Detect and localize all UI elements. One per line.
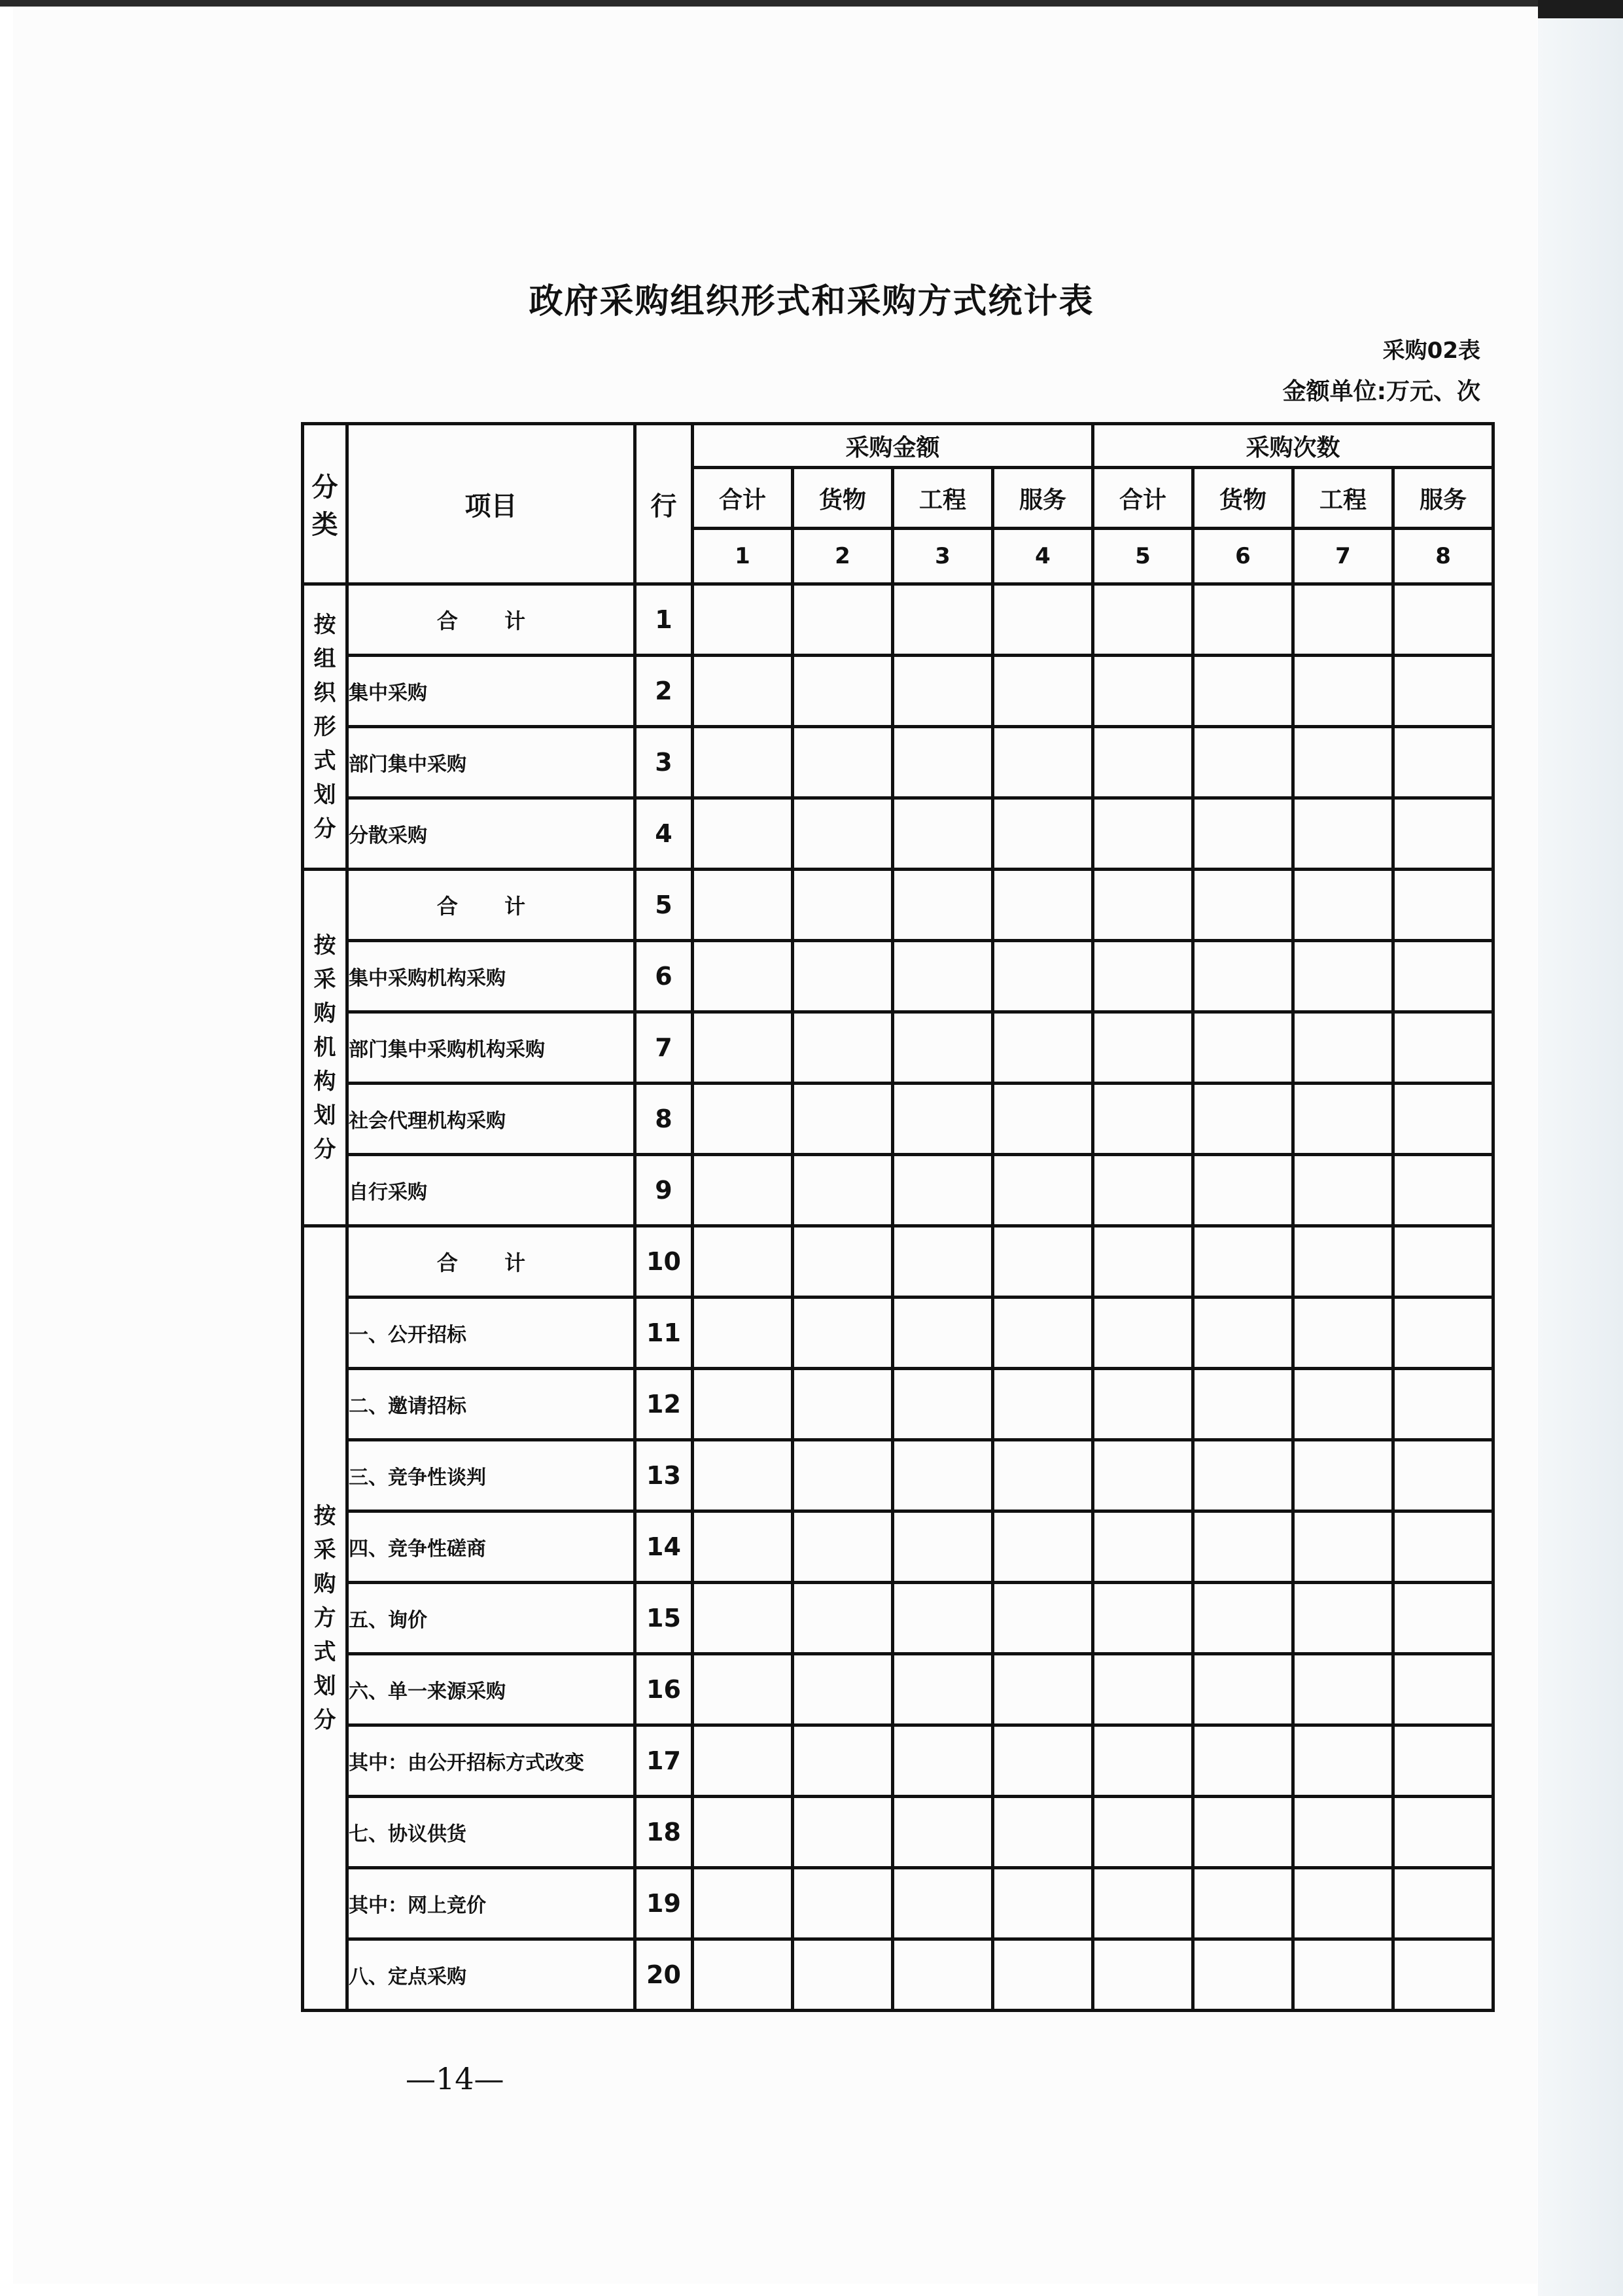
value-cell — [693, 870, 793, 941]
value-cell — [1093, 1226, 1193, 1298]
value-cell — [1093, 656, 1193, 727]
item-label: 三、竞争性谈判 — [347, 1440, 635, 1511]
table-row — [303, 1440, 1493, 1511]
value-cell — [1293, 1654, 1393, 1725]
item-label: 分散采购 — [347, 798, 635, 870]
value-cell — [893, 798, 993, 870]
column-number: 4 — [993, 529, 1093, 584]
value-cell — [1393, 1868, 1493, 1939]
value-cell — [1193, 1226, 1293, 1298]
value-cell — [1193, 1939, 1293, 2011]
row-number: 12 — [635, 1369, 693, 1440]
value-cell — [1193, 1725, 1293, 1797]
value-cell — [1293, 656, 1393, 727]
value-cell — [1193, 1012, 1293, 1084]
value-cell — [1393, 1084, 1493, 1155]
table-row — [303, 1868, 1493, 1939]
value-cell — [693, 1369, 793, 1440]
value-cell — [1093, 1084, 1193, 1155]
row-number: 4 — [635, 798, 693, 870]
value-cell — [1393, 1939, 1493, 2011]
value-cell — [1393, 1369, 1493, 1440]
value-cell — [793, 798, 893, 870]
value-cell — [793, 1725, 893, 1797]
value-cell — [793, 1654, 893, 1725]
value-cell — [1293, 941, 1393, 1012]
table-row — [303, 1226, 1493, 1298]
unit-note: 金额单位:万元、次 — [1282, 378, 1480, 405]
item-label: 集中采购 — [347, 656, 635, 727]
column-header: 服务 — [1393, 468, 1493, 529]
category-label: 按采购机构划分 — [303, 870, 347, 1226]
item-header: 项目 — [347, 424, 635, 584]
value-cell — [693, 656, 793, 727]
item-label: 部门集中采购 — [347, 727, 635, 798]
value-cell — [993, 1654, 1093, 1725]
value-cell — [1193, 798, 1293, 870]
value-cell — [693, 584, 793, 656]
value-cell — [1393, 584, 1493, 656]
value-cell — [1293, 1440, 1393, 1511]
value-cell — [793, 941, 893, 1012]
table-row — [303, 870, 1493, 941]
item-label: 八、定点采购 — [347, 1939, 635, 2011]
value-cell — [793, 870, 893, 941]
value-cell — [1193, 1654, 1293, 1725]
value-cell — [1293, 798, 1393, 870]
value-cell — [1193, 1511, 1293, 1583]
value-cell — [893, 1868, 993, 1939]
value-cell — [893, 1939, 993, 2011]
value-cell — [993, 584, 1093, 656]
row-number: 13 — [635, 1440, 693, 1511]
value-cell — [793, 1012, 893, 1084]
value-cell — [1293, 870, 1393, 941]
value-cell — [1393, 1012, 1493, 1084]
row-number: 18 — [635, 1797, 693, 1868]
value-cell — [793, 1226, 893, 1298]
value-cell — [1293, 1298, 1393, 1369]
row-number: 1 — [635, 584, 693, 656]
value-cell — [1393, 1440, 1493, 1511]
value-cell — [893, 1012, 993, 1084]
value-cell — [793, 1298, 893, 1369]
value-cell — [893, 584, 993, 656]
table-row — [303, 1797, 1493, 1868]
value-cell — [1093, 1654, 1193, 1725]
value-cell — [893, 1369, 993, 1440]
table-header — [303, 424, 1493, 584]
count-group-header: 采购次数 — [1093, 424, 1493, 468]
column-header: 货物 — [1193, 468, 1293, 529]
row-number: 5 — [635, 870, 693, 941]
value-cell — [1293, 584, 1393, 656]
value-cell — [1193, 1868, 1293, 1939]
column-header: 工程 — [1293, 468, 1393, 529]
value-cell — [993, 941, 1093, 1012]
value-cell — [1293, 1226, 1393, 1298]
item-label: 部门集中采购机构采购 — [347, 1012, 635, 1084]
value-cell — [993, 1797, 1093, 1868]
value-cell — [1193, 727, 1293, 798]
table-row — [303, 1298, 1493, 1369]
value-cell — [893, 1084, 993, 1155]
value-cell — [1093, 584, 1193, 656]
value-cell — [993, 727, 1093, 798]
row-number: 20 — [635, 1939, 693, 2011]
scan-edge-top — [0, 0, 1623, 7]
value-cell — [993, 1226, 1093, 1298]
scan-edge-right-top — [1538, 0, 1623, 18]
value-cell — [1293, 1012, 1393, 1084]
row-number: 19 — [635, 1868, 693, 1939]
item-label: 五、询价 — [347, 1583, 635, 1654]
column-header: 货物 — [793, 468, 893, 529]
value-cell — [1093, 1725, 1193, 1797]
row-number: 14 — [635, 1511, 693, 1583]
table-row — [303, 584, 1493, 656]
value-cell — [793, 1084, 893, 1155]
value-cell — [993, 1511, 1093, 1583]
value-cell — [1193, 1155, 1293, 1226]
row-number: 8 — [635, 1084, 693, 1155]
value-cell — [793, 1797, 893, 1868]
column-header: 合计 — [693, 468, 793, 529]
row-number: 6 — [635, 941, 693, 1012]
value-cell — [1193, 656, 1293, 727]
value-cell — [1093, 1369, 1193, 1440]
value-cell — [1393, 1725, 1493, 1797]
page-number: —14— — [406, 2061, 504, 2096]
column-number: 8 — [1393, 529, 1493, 584]
value-cell — [1093, 798, 1193, 870]
value-cell — [1293, 1583, 1393, 1654]
item-label: 合 计 — [347, 584, 635, 656]
value-cell — [693, 1511, 793, 1583]
column-header: 合计 — [1093, 468, 1193, 529]
table-row — [303, 1511, 1493, 1583]
value-cell — [693, 727, 793, 798]
row-number: 17 — [635, 1725, 693, 1797]
table-row — [303, 727, 1493, 798]
value-cell — [1393, 941, 1493, 1012]
value-cell — [693, 1298, 793, 1369]
value-cell — [1193, 1583, 1293, 1654]
value-cell — [1393, 1583, 1493, 1654]
item-label: 一、公开招标 — [347, 1298, 635, 1369]
value-cell — [693, 1084, 793, 1155]
table-row — [303, 1084, 1493, 1155]
value-cell — [1193, 584, 1293, 656]
table-row — [303, 941, 1493, 1012]
value-cell — [1393, 1511, 1493, 1583]
table-row — [303, 1583, 1493, 1654]
value-cell — [693, 798, 793, 870]
value-cell — [1193, 870, 1293, 941]
value-cell — [1293, 1155, 1393, 1226]
item-label: 其中：由公开招标方式改变 — [347, 1725, 635, 1797]
value-cell — [993, 1440, 1093, 1511]
scan-edge-right — [1538, 0, 1623, 2296]
value-cell — [1093, 1440, 1193, 1511]
value-cell — [993, 656, 1093, 727]
value-cell — [1193, 1440, 1293, 1511]
row-number: 16 — [635, 1654, 693, 1725]
value-cell — [1093, 1797, 1193, 1868]
value-cell — [893, 1298, 993, 1369]
value-cell — [693, 1583, 793, 1654]
value-cell — [693, 1725, 793, 1797]
value-cell — [993, 870, 1093, 941]
item-label: 其中：网上竞价 — [347, 1868, 635, 1939]
column-number: 3 — [893, 529, 993, 584]
value-cell — [993, 1369, 1093, 1440]
value-cell — [1093, 727, 1193, 798]
value-cell — [993, 1725, 1093, 1797]
value-cell — [1293, 1511, 1393, 1583]
table-row — [303, 1654, 1493, 1725]
row-number: 3 — [635, 727, 693, 798]
column-number: 5 — [1093, 529, 1193, 584]
value-cell — [893, 727, 993, 798]
value-cell — [1093, 1868, 1193, 1939]
value-cell — [793, 1583, 893, 1654]
value-cell — [1093, 870, 1193, 941]
item-label: 社会代理机构采购 — [347, 1084, 635, 1155]
item-label: 七、协议供货 — [347, 1797, 635, 1868]
value-cell — [893, 1725, 993, 1797]
value-cell — [693, 1012, 793, 1084]
value-cell — [993, 1298, 1093, 1369]
value-cell — [793, 656, 893, 727]
value-cell — [1393, 727, 1493, 798]
value-cell — [1293, 1084, 1393, 1155]
value-cell — [993, 1155, 1093, 1226]
value-cell — [793, 1155, 893, 1226]
value-cell — [1293, 727, 1393, 798]
row-number: 7 — [635, 1012, 693, 1084]
item-label: 集中采购机构采购 — [347, 941, 635, 1012]
value-cell — [693, 941, 793, 1012]
value-cell — [893, 1654, 993, 1725]
category-header: 分类 — [303, 424, 347, 584]
header-row-top — [303, 424, 1493, 468]
value-cell — [1293, 1797, 1393, 1868]
value-cell — [893, 1226, 993, 1298]
value-cell — [893, 1155, 993, 1226]
column-number: 1 — [693, 529, 793, 584]
table-body — [303, 584, 1493, 2011]
row-number: 11 — [635, 1298, 693, 1369]
form-number: 采购02表 — [1382, 338, 1480, 364]
value-cell — [793, 727, 893, 798]
value-cell — [893, 1440, 993, 1511]
value-cell — [993, 1012, 1093, 1084]
value-cell — [1293, 1369, 1393, 1440]
value-cell — [1193, 1298, 1293, 1369]
value-cell — [1393, 1654, 1493, 1725]
value-cell — [793, 1440, 893, 1511]
value-cell — [1393, 798, 1493, 870]
row-number: 2 — [635, 656, 693, 727]
value-cell — [693, 1155, 793, 1226]
value-cell — [893, 1797, 993, 1868]
value-cell — [793, 1939, 893, 2011]
value-cell — [1393, 1298, 1493, 1369]
value-cell — [1393, 1155, 1493, 1226]
value-cell — [693, 1654, 793, 1725]
value-cell — [893, 1511, 993, 1583]
item-label: 四、竞争性磋商 — [347, 1511, 635, 1583]
value-cell — [1393, 870, 1493, 941]
column-number: 2 — [793, 529, 893, 584]
column-header: 工程 — [893, 468, 993, 529]
category-label: 按采购方式划分 — [303, 1226, 347, 2011]
column-number: 7 — [1293, 529, 1393, 584]
value-cell — [793, 1868, 893, 1939]
table-row — [303, 798, 1493, 870]
document-title: 政府采购组织形式和采购方式统计表 — [529, 282, 1094, 321]
category-label: 按组织形式划分 — [303, 584, 347, 870]
value-cell — [893, 1583, 993, 1654]
value-cell — [1393, 656, 1493, 727]
value-cell — [693, 1440, 793, 1511]
value-cell — [1093, 1012, 1193, 1084]
value-cell — [693, 1868, 793, 1939]
value-cell — [893, 941, 993, 1012]
item-label: 合 计 — [347, 870, 635, 941]
value-cell — [693, 1797, 793, 1868]
value-cell — [1393, 1797, 1493, 1868]
row-header: 行 — [635, 424, 693, 584]
value-cell — [993, 1583, 1093, 1654]
value-cell — [1093, 1155, 1193, 1226]
statistics-table — [301, 422, 1495, 2012]
value-cell — [1193, 1797, 1293, 1868]
value-cell — [1293, 1725, 1393, 1797]
column-header: 服务 — [993, 468, 1093, 529]
value-cell — [893, 870, 993, 941]
value-cell — [693, 1939, 793, 2011]
value-cell — [893, 656, 993, 727]
value-cell — [1093, 1298, 1193, 1369]
value-cell — [1093, 1939, 1193, 2011]
value-cell — [1093, 1511, 1193, 1583]
value-cell — [793, 1511, 893, 1583]
table-row — [303, 1155, 1493, 1226]
table-row — [303, 1369, 1493, 1440]
row-number: 10 — [635, 1226, 693, 1298]
item-label: 六、单一来源采购 — [347, 1654, 635, 1725]
value-cell — [693, 1226, 793, 1298]
item-label: 合 计 — [347, 1226, 635, 1298]
column-number: 6 — [1193, 529, 1293, 584]
table-row — [303, 1725, 1493, 1797]
value-cell — [1193, 941, 1293, 1012]
value-cell — [993, 798, 1093, 870]
value-cell — [993, 1939, 1093, 2011]
table-row — [303, 1939, 1493, 2011]
value-cell — [1293, 1939, 1393, 2011]
value-cell — [993, 1084, 1093, 1155]
value-cell — [793, 584, 893, 656]
table-row — [303, 656, 1493, 727]
value-cell — [1193, 1369, 1293, 1440]
value-cell — [793, 1369, 893, 1440]
value-cell — [1093, 1583, 1193, 1654]
value-cell — [1093, 941, 1193, 1012]
value-cell — [1393, 1226, 1493, 1298]
row-number: 9 — [635, 1155, 693, 1226]
item-label: 二、邀请招标 — [347, 1369, 635, 1440]
row-number: 15 — [635, 1583, 693, 1654]
item-label: 自行采购 — [347, 1155, 635, 1226]
value-cell — [1293, 1868, 1393, 1939]
table-row — [303, 1012, 1493, 1084]
value-cell — [993, 1868, 1093, 1939]
amount-group-header: 采购金额 — [693, 424, 1093, 468]
value-cell — [1193, 1084, 1293, 1155]
